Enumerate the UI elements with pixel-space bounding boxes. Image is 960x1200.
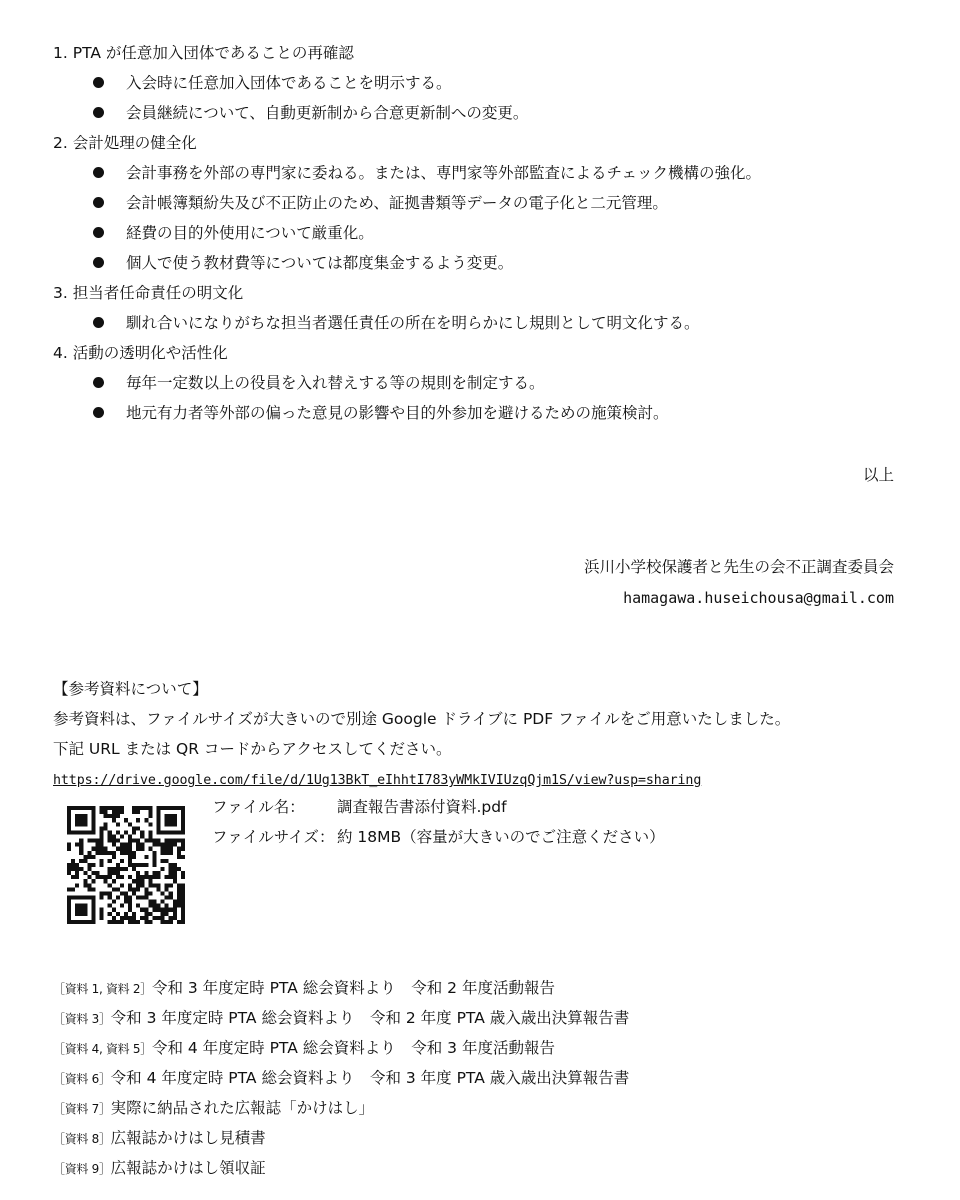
material-text: 広報誌かけはし領収証 — [110, 1159, 266, 1177]
bullet-icon — [93, 77, 104, 88]
recommendation-sections — [53, 41, 913, 431]
list-item — [53, 976, 913, 1006]
file-size-value: 約 18MB（容量が大きいのでご注意ください） — [337, 828, 665, 846]
bullet-item: 馴れ合いになりがちな担当者選任責任の所在を明らかにし規則として明文化する。 — [53, 311, 913, 341]
reference-heading: 【参考資料について】 — [53, 680, 208, 698]
signature-organization: 浜川小学校保護者と先生の会不正調査委員会 — [583, 558, 894, 576]
reference-url-link[interactable]: https://drive.google.com/file/d/1Ug13BkT_eIhhtI783yWMkIVIUzqQjm1S/view?usp=sharing — [53, 773, 702, 788]
section-heading: 3. 担当者任命責任の明文化 — [53, 284, 244, 302]
material-text: 令和 3 年度定時 PTA 総会資料より 令和 2 年度活動報告 — [151, 979, 555, 997]
material-tag: ［資料 6］ — [53, 1072, 111, 1086]
list-item — [53, 1096, 913, 1126]
bullet-icon — [93, 197, 104, 208]
file-size-label: ファイルサイズ： — [212, 828, 335, 846]
bullet-icon — [93, 257, 104, 268]
reference-instruction: 下記 URL または QR コードからアクセスしてください。 — [53, 740, 452, 758]
material-text: 令和 4 年度定時 PTA 総会資料より 令和 3 年度活動報告 — [151, 1039, 555, 1057]
bullet-icon — [93, 377, 104, 388]
bullet-icon — [93, 317, 104, 328]
bullet-item: 会計事務を外部の専門家に委ねる。または、専門家等外部監査によるチェック機構の強化。 — [53, 161, 913, 191]
bullet-item: 経費の目的外使用について厳重化。 — [53, 221, 913, 251]
section-heading: 4. 活動の透明化や活性化 — [53, 344, 228, 362]
reference-description: 参考資料は、ファイルサイズが大きいので別途 Google ドライブに PDF ファイルをご用意いたしました。 — [53, 710, 791, 728]
bullet-icon — [93, 167, 104, 178]
bullet-item: 個人で使う教材費等については都度集金するよう変更。 — [53, 251, 913, 281]
bullet-item: 入会時に任意加入団体であることを明示する。 — [53, 71, 913, 101]
list-item — [53, 1036, 913, 1066]
closing-text: 以上 — [862, 466, 894, 484]
material-tag: ［資料 3］ — [53, 1012, 111, 1026]
material-tag: ［資料 4, 資料 5］ — [53, 1042, 152, 1056]
material-tag: ［資料 9］ — [53, 1162, 111, 1176]
bullet-icon — [93, 107, 104, 118]
file-name-label: ファイル名： — [212, 798, 305, 816]
bullet-item: 地元有力者等外部の偏った意見の影響や目的外参加を避けるための施策検討。 — [53, 401, 913, 431]
materials-list — [53, 976, 913, 1186]
bullet-item: 毎年一定数以上の役員を入れ替えする等の規則を制定する。 — [53, 371, 913, 401]
file-name-row — [212, 795, 665, 825]
material-text: 令和 3 年度定時 PTA 総会資料より 令和 2 年度 PTA 歳入歳出決算報告書 — [110, 1009, 630, 1027]
list-item — [53, 1156, 913, 1186]
bullet-item: 会員継続について、自動更新制から合意更新制への変更。 — [53, 101, 913, 131]
bullet-icon — [93, 227, 104, 238]
material-tag: ［資料 8］ — [53, 1132, 111, 1146]
list-item — [53, 1066, 913, 1096]
section-heading: 1. PTA が任意加入団体であることの再確認 — [53, 44, 354, 62]
material-text: 令和 4 年度定時 PTA 総会資料より 令和 3 年度 PTA 歳入歳出決算報告書 — [110, 1069, 630, 1087]
reference-section — [53, 677, 913, 797]
material-text: 実際に納品された広報誌「かけはし」 — [110, 1099, 375, 1117]
file-info — [212, 795, 665, 855]
qr-code-icon[interactable] — [67, 806, 185, 924]
bullet-icon — [93, 407, 104, 418]
file-size-row — [212, 825, 665, 855]
material-text: 広報誌かけはし見積書 — [110, 1129, 266, 1147]
list-item — [53, 1006, 913, 1036]
material-tag: ［資料 1, 資料 2］ — [53, 982, 152, 996]
file-name-value: 調査報告書添付資料.pdf — [337, 798, 507, 816]
bullet-item: 会計帳簿類紛失及び不正防止のため、証拠書類等データの電子化と二元管理。 — [53, 191, 913, 221]
list-item — [53, 1126, 913, 1156]
signature-email[interactable]: hamagawa.huseichousa@gmail.com — [623, 589, 894, 607]
section-heading: 2. 会計処理の健全化 — [53, 134, 197, 152]
material-tag: ［資料 7］ — [53, 1102, 111, 1116]
